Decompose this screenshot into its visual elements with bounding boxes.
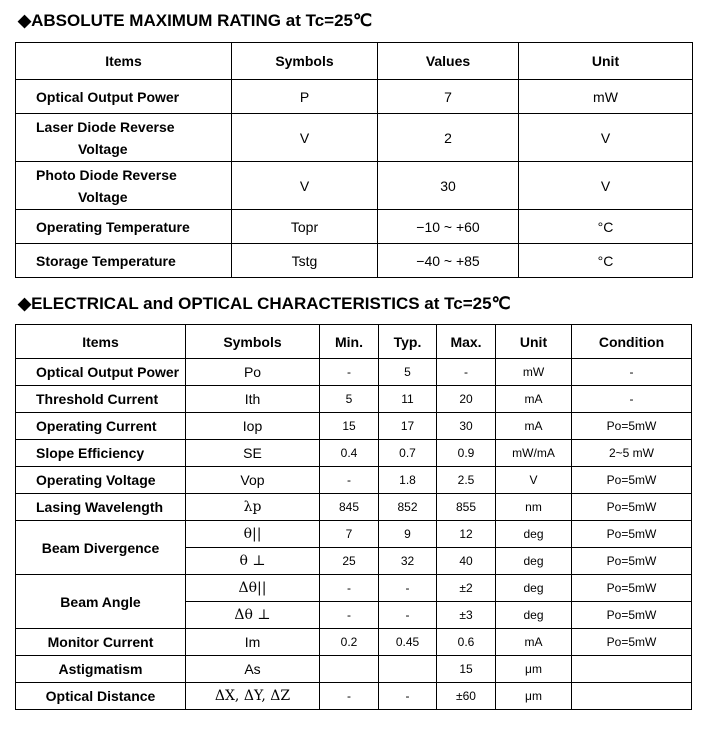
max-cell: 20 — [437, 386, 496, 413]
header-condition: Condition — [572, 325, 692, 359]
header-typ: Typ. — [379, 325, 437, 359]
typ-cell: 11 — [379, 386, 437, 413]
header-symbols: Symbols — [186, 325, 320, 359]
typ-cell: 17 — [379, 413, 437, 440]
item-cell: Monitor Current — [16, 629, 186, 656]
min-cell: 0.4 — [320, 440, 379, 467]
symbol-cell: Vop — [186, 467, 320, 494]
value-cell: 7 — [378, 80, 519, 114]
condition-cell — [572, 656, 692, 683]
item-cell: Operating Voltage — [16, 467, 186, 494]
unit-cell: mW — [519, 80, 693, 114]
unit-cell: mA — [496, 413, 572, 440]
typ-cell: 32 — [379, 548, 437, 575]
item-cell: Operating Current — [16, 413, 186, 440]
condition-cell: Po=5mW — [572, 521, 692, 548]
condition-cell — [572, 683, 692, 710]
item-cell: Astigmatism — [16, 656, 186, 683]
symbol-cell: θ ⊥ — [186, 548, 320, 575]
unit-cell: °C — [519, 244, 693, 278]
header-min: Min. — [320, 325, 379, 359]
symbol-cell: Ith — [186, 386, 320, 413]
condition-cell: Po=5mW — [572, 467, 692, 494]
unit-cell: mA — [496, 386, 572, 413]
item-cell: Optical Output Power — [16, 359, 186, 386]
header-items: Items — [16, 325, 186, 359]
item-label: Operating Temperature — [36, 218, 190, 235]
min-cell: - — [320, 467, 379, 494]
symbol-cell: Im — [186, 629, 320, 656]
unit-cell: deg — [496, 575, 572, 602]
item-cell: Optical Distance — [16, 683, 186, 710]
header-symbols: Symbols — [232, 43, 378, 80]
value-cell: −40 ~ +85 — [378, 244, 519, 278]
item-cell — [16, 210, 232, 244]
max-cell: ±60 — [437, 683, 496, 710]
unit-cell: mW/mA — [496, 440, 572, 467]
unit-cell: deg — [496, 548, 572, 575]
max-cell: 12 — [437, 521, 496, 548]
typ-cell: 0.45 — [379, 629, 437, 656]
typ-cell — [379, 656, 437, 683]
item-label-line1: Laser Diode Reverse — [36, 118, 175, 135]
max-cell: 15 — [437, 656, 496, 683]
electrical-title-text: ELECTRICAL and OPTICAL CHARACTERISTICS at Tc=25℃ — [31, 294, 511, 313]
max-cell: 855 — [437, 494, 496, 521]
min-cell: - — [320, 575, 379, 602]
item-cell: Threshold Current — [16, 386, 186, 413]
table-row — [16, 440, 692, 467]
symbol-cell: V — [232, 114, 378, 162]
max-cell: 0.9 — [437, 440, 496, 467]
condition-cell: Po=5mW — [572, 548, 692, 575]
header-max: Max. — [437, 325, 496, 359]
typ-cell: 852 — [379, 494, 437, 521]
condition-cell: Po=5mW — [572, 413, 692, 440]
condition-cell: 2~5 mW — [572, 440, 692, 467]
min-cell: - — [320, 683, 379, 710]
unit-cell: V — [519, 114, 693, 162]
symbol-cell: Δθ ⊥ — [186, 602, 320, 629]
item-label-line2: Voltage — [78, 188, 128, 205]
typ-cell: - — [379, 575, 437, 602]
unit-cell: deg — [496, 521, 572, 548]
typ-cell: 9 — [379, 521, 437, 548]
item-label: Optical Output Power — [36, 88, 180, 105]
table-row — [16, 467, 692, 494]
max-cell: ±2 — [437, 575, 496, 602]
max-cell: ±3 — [437, 602, 496, 629]
header-unit: Unit — [496, 325, 572, 359]
min-cell: 25 — [320, 548, 379, 575]
typ-cell: - — [379, 683, 437, 710]
condition-cell: Po=5mW — [572, 575, 692, 602]
condition-cell: Po=5mW — [572, 602, 692, 629]
condition-cell: Po=5mW — [572, 629, 692, 656]
diamond-bullet-icon: ◆ — [18, 11, 32, 30]
symbol-cell: Iop — [186, 413, 320, 440]
table-row — [16, 80, 693, 114]
max-cell: 2.5 — [437, 467, 496, 494]
unit-cell: V — [496, 467, 572, 494]
min-cell: 5 — [320, 386, 379, 413]
min-cell: - — [320, 359, 379, 386]
unit-cell: °C — [519, 210, 693, 244]
unit-cell: μm — [496, 683, 572, 710]
symbol-cell: θ|| — [186, 521, 320, 548]
table-header-row — [16, 43, 693, 80]
symbol-cell: V — [232, 162, 378, 210]
electrical-title — [18, 294, 511, 314]
symbol-cell: Tstg — [232, 244, 378, 278]
absolute-max-table — [15, 42, 693, 278]
typ-cell: - — [379, 602, 437, 629]
min-cell — [320, 656, 379, 683]
absolute-max-title-text: ABSOLUTE MAXIMUM RATING at Tc=25℃ — [31, 11, 373, 30]
symbol-cell: As — [186, 656, 320, 683]
table-header-row — [16, 325, 692, 359]
min-cell: - — [320, 602, 379, 629]
max-cell: 40 — [437, 548, 496, 575]
max-cell: 30 — [437, 413, 496, 440]
min-cell: 845 — [320, 494, 379, 521]
item-cell: Beam Angle — [16, 575, 186, 629]
min-cell: 0.2 — [320, 629, 379, 656]
typ-cell: 1.8 — [379, 467, 437, 494]
item-label-line1: Photo Diode Reverse — [36, 166, 177, 183]
table-row — [16, 494, 692, 521]
condition-cell: - — [572, 386, 692, 413]
table-row — [16, 210, 693, 244]
unit-cell: mW — [496, 359, 572, 386]
value-cell: 30 — [378, 162, 519, 210]
item-cell — [16, 114, 232, 162]
table-row — [16, 575, 692, 602]
unit-cell: nm — [496, 494, 572, 521]
symbol-cell: λp — [186, 494, 320, 521]
table-row — [16, 629, 692, 656]
electrical-table — [15, 324, 692, 710]
item-cell — [16, 244, 232, 278]
min-cell: 7 — [320, 521, 379, 548]
value-cell: −10 ~ +60 — [378, 210, 519, 244]
item-cell — [16, 162, 232, 210]
unit-cell: mA — [496, 629, 572, 656]
table-row — [16, 244, 693, 278]
table-row — [16, 162, 693, 210]
absolute-max-title — [18, 11, 372, 31]
header-unit: Unit — [519, 43, 693, 80]
diamond-bullet-icon: ◆ — [18, 294, 32, 313]
table-row — [16, 386, 692, 413]
symbol-cell: SE — [186, 440, 320, 467]
item-cell: Slope Efficiency — [16, 440, 186, 467]
condition-cell: - — [572, 359, 692, 386]
table-row — [16, 359, 692, 386]
item-cell — [16, 80, 232, 114]
item-label-line2: Voltage — [78, 140, 128, 157]
value-cell: 2 — [378, 114, 519, 162]
symbol-cell: Δθ|| — [186, 575, 320, 602]
symbol-cell: P — [232, 80, 378, 114]
symbol-cell: Po — [186, 359, 320, 386]
condition-cell: Po=5mW — [572, 494, 692, 521]
typ-cell: 5 — [379, 359, 437, 386]
max-cell: 0.6 — [437, 629, 496, 656]
symbol-cell: ΔX, ΔY, ΔZ — [186, 683, 320, 710]
typ-cell: 0.7 — [379, 440, 437, 467]
min-cell: 15 — [320, 413, 379, 440]
table-row — [16, 656, 692, 683]
unit-cell: deg — [496, 602, 572, 629]
table-row — [16, 114, 693, 162]
table-row — [16, 413, 692, 440]
unit-cell: μm — [496, 656, 572, 683]
table-row — [16, 683, 692, 710]
item-cell: Lasing Wavelength — [16, 494, 186, 521]
table-row — [16, 521, 692, 548]
header-values: Values — [378, 43, 519, 80]
header-items: Items — [16, 43, 232, 80]
item-cell: Beam Divergence — [16, 521, 186, 575]
max-cell: - — [437, 359, 496, 386]
symbol-cell: Topr — [232, 210, 378, 244]
item-label: Storage Temperature — [36, 252, 176, 269]
unit-cell: V — [519, 162, 693, 210]
